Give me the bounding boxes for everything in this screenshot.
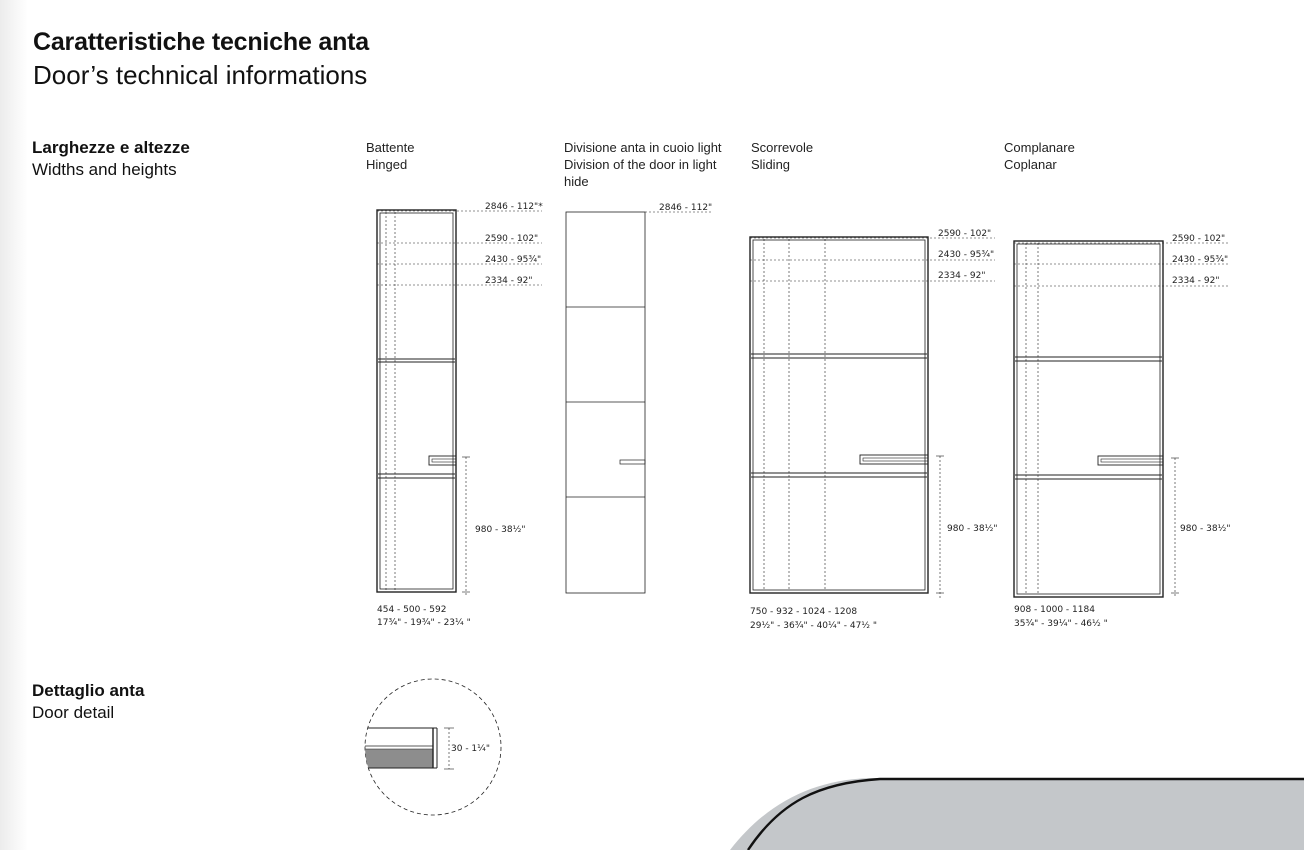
door-hinged-drawing <box>377 210 542 597</box>
hinged-height-label-2: 2590 - 102" <box>485 234 539 244</box>
door-label-division-it: Divisione anta in cuoio light <box>564 140 722 155</box>
coplanar-handle <box>1098 456 1163 465</box>
sliding-height-label-2: 2430 - 95¾" <box>938 250 995 260</box>
door-division-drawing <box>566 212 712 593</box>
division-handle <box>620 460 645 464</box>
sliding-frame-outer <box>750 237 928 593</box>
hinged-handle-height-label: 980 - 38½" <box>475 525 526 535</box>
door-label-coplanar-it: Complanare <box>1004 140 1075 155</box>
coplanar-width-in-label: 35¾" - 39¼" - 46½ " <box>1014 619 1108 629</box>
coplanar-height-label-2: 2430 - 95¾" <box>1172 255 1229 265</box>
page-subtitle: Door’s technical informations <box>33 60 368 90</box>
hinged-frame-inner <box>380 213 453 589</box>
section-subtitle-detail: Door detail <box>32 703 115 722</box>
coplanar-width-mm-label: 908 - 1000 - 1184 <box>1014 605 1095 615</box>
division-frame <box>566 212 645 593</box>
door-label-sliding-en: Sliding <box>751 157 791 172</box>
sliding-frame-inner <box>753 240 925 590</box>
coplanar-height-label-3: 2334 - 92" <box>1172 276 1220 286</box>
division-height-label: 2846 - 112" <box>659 203 713 213</box>
coplanar-frame-inner <box>1017 244 1160 594</box>
door-label-hinged-en: Hinged <box>366 157 408 172</box>
door-label-sliding-it: Scorrevole <box>751 140 814 155</box>
page-title: Caratteristiche tecniche anta <box>33 28 369 56</box>
sliding-handle-height-label: 980 - 38½" <box>947 524 998 534</box>
sliding-width-in-label: 29½" - 36¾" - 40¼" - 47½ " <box>750 621 878 631</box>
section-subtitle-sizes: Widths and heights <box>32 160 177 179</box>
hinged-handle <box>429 456 456 465</box>
detail-thickness-label: 30 - 1¼" <box>451 744 491 754</box>
decorative-shapes <box>730 778 1304 850</box>
coplanar-handle-inner <box>1101 459 1163 462</box>
hinged-height-label-4: 2334 - 92" <box>485 276 533 286</box>
hinged-height-label-3: 2430 - 95¾" <box>485 255 542 265</box>
section-title-sizes: Larghezze e altezze <box>32 138 190 157</box>
door-label-hinged-it: Battente <box>366 140 415 155</box>
hinged-frame-outer <box>377 210 456 592</box>
coplanar-height-label-1: 2590 - 102" <box>1172 234 1226 244</box>
decor-grey-shape <box>730 778 1304 850</box>
hinged-width-mm-label: 454 - 500 - 592 <box>377 605 447 615</box>
hinged-width-in-label: 17¾" - 19¾" - 23¼ " <box>377 618 471 628</box>
hinged-height-label-1: 2846 - 112"* <box>485 202 543 212</box>
coplanar-frame-outer <box>1014 241 1163 597</box>
door-sliding-drawing <box>750 237 998 598</box>
section-title-detail: Dettaglio anta <box>32 681 145 700</box>
sliding-height-label-3: 2334 - 92" <box>938 271 986 281</box>
door-coplanar-drawing <box>1014 241 1231 597</box>
sliding-width-mm-label: 750 - 932 - 1024 - 1208 <box>750 607 858 617</box>
sliding-handle <box>860 455 928 464</box>
dimension-labels <box>377 202 1230 754</box>
detail-leather-panel <box>360 749 433 768</box>
coplanar-handle-height-label: 980 - 38½" <box>1180 524 1231 534</box>
door-label-coplanar-en: Coplanar <box>1004 157 1057 172</box>
hinged-handle-inner <box>432 459 456 462</box>
door-label-division-en2: hide <box>564 174 589 189</box>
door-label-division-en: Division of the door in light <box>564 157 717 172</box>
sliding-handle-inner <box>863 458 928 461</box>
sliding-height-label-1: 2590 - 102" <box>938 229 992 239</box>
